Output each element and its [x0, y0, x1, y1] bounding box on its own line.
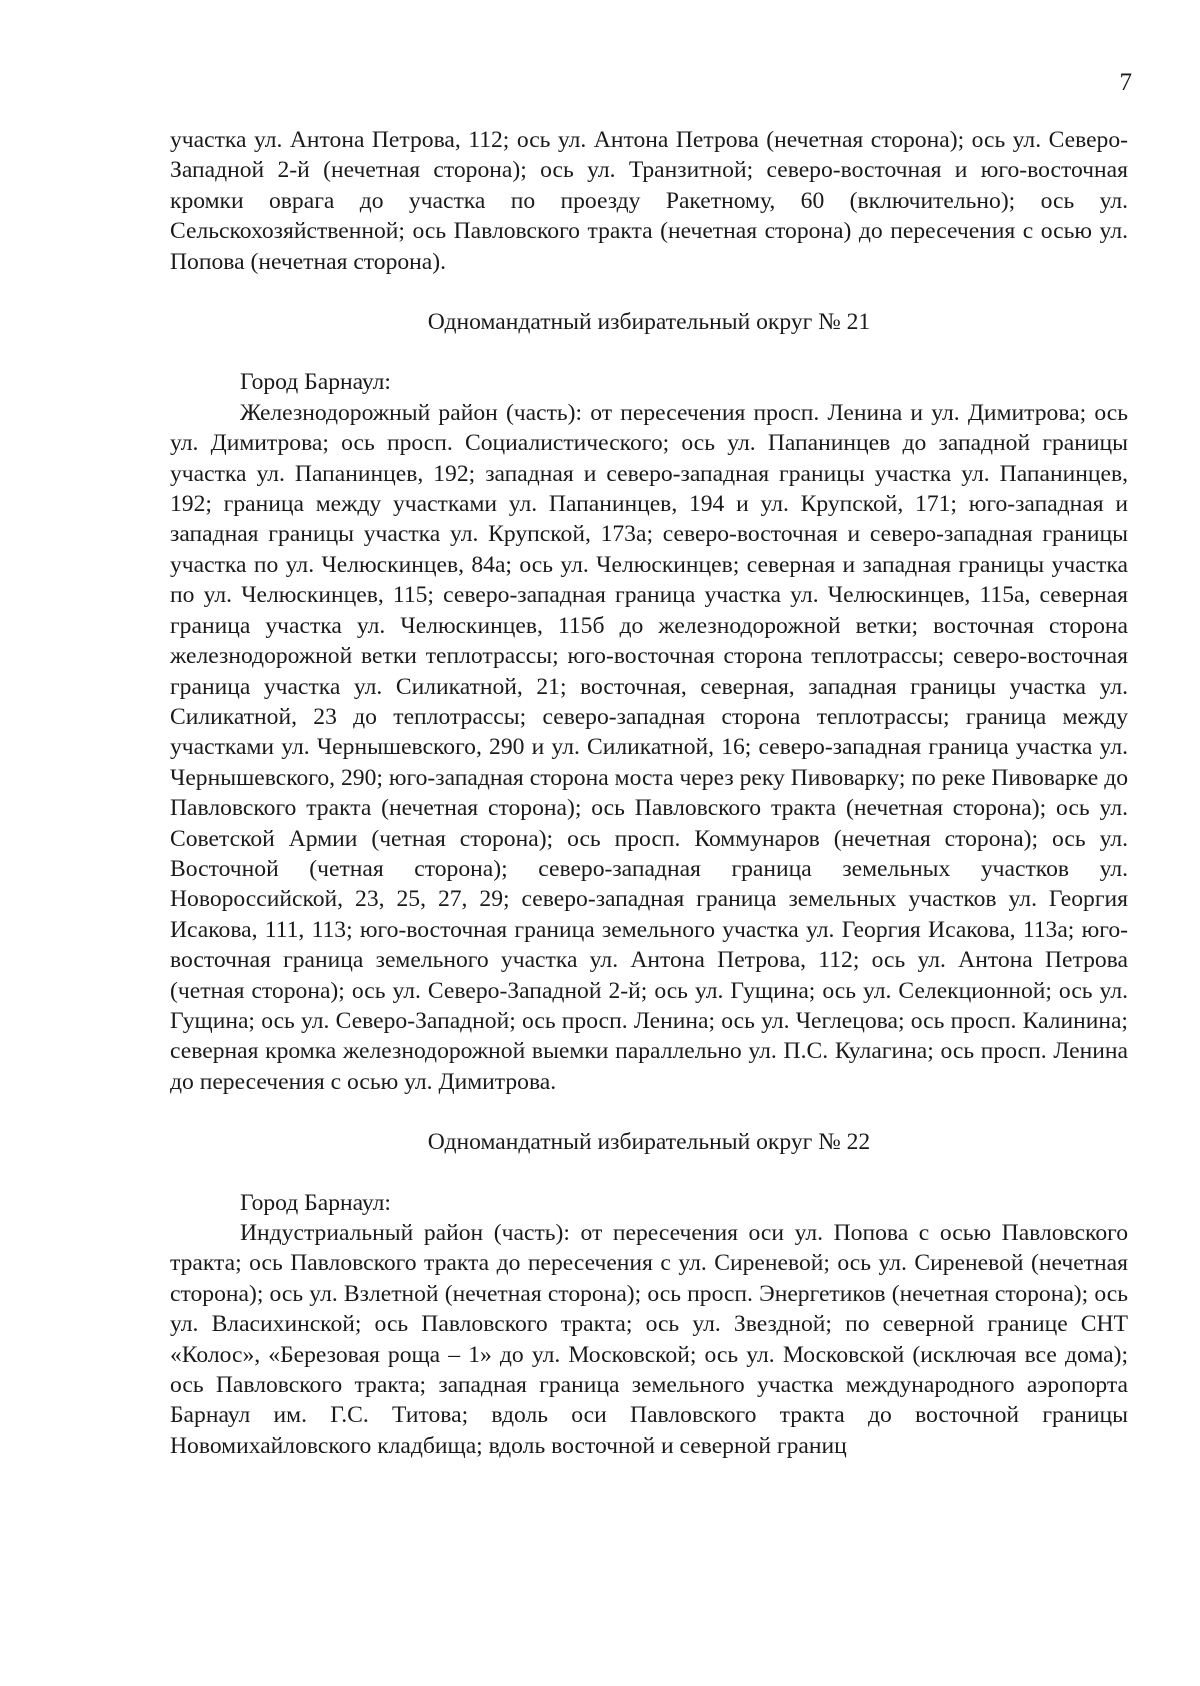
district-21-title: Одномандатный избирательный округ № 21 — [427, 309, 871, 336]
district-22-title: Одномандатный избирательный округ № 22 — [427, 1129, 871, 1156]
document-body — [170, 125, 1128, 1461]
district-21-description: Железнодорожный район (часть): от пересечения просп. Ленина и ул. Димитрова; ось ул. Димитрова; ось просп. Социалистического; ось ул. Папанинцев до западной границы участка ул. Папанинцев, 192; западная и северо-западная границы участка ул. Папанинцев, 192; граница между участками ул. Папанинцев, 194 и ул. Крупской, 171; юго-западная и западная границы участка ул. Крупской, 173а; северо-восточная и северо-западная границы участка по ул. Челюскинцев, 84а; ось ул. Челюскинцев; северная и западная границы участка по ул. Челюскинцев, 115; северо-западная граница участка ул. Челюскинцев, 115а, северная граница участка ул. Челюскинцев, 115б до железнодорожной ветки; восточная сторона железнодорожной ветки теплотрассы; юго-восточная сторона теплотрассы; северо-восточная граница участка ул. Силикатной, 21; восточная, северная, западная границы участка ул. Силикатной, 23 до теплотрассы; северо-западная сторона теплотрассы; граница между участками ул. Чернышевского, 290 и ул. Силикатной, 16; северо-западная граница участка ул. Чернышевского, 290; юго-западная сторона моста через реку Пивоварку; по реке Пивоварке до Павловского тракта (нечетная сторона); ось Павловского тракта (нечетная сторона); ось ул. Советской Армии (четная сторона); ось просп. Коммунаров (нечетная сторона); ось ул. Восточной (четная сторона); северо-западная граница земельных участков ул. Новороссийской, 23, 25, 27, 29; северо-западная граница земельных участков ул. Георгия Исакова, 111, 113; юго-восточная граница земельного участка ул. Георгия Исакова, 113а; юго-восточная граница земельного участка ул. Антона Петрова, 112; ось ул. Антона Петрова (четная сторона); ось ул. Северо-Западной 2-й; ось ул. Гущина; ось ул. Селекционной; ось ул. Гущина; ось ул. Северо-Западной; ось просп. Ленина; ось ул. Чеглецова; ось просп. Калинина; северная кромка железнодорожной выемки параллельно ул. П.С. Кулагина; ось просп. Ленина до пересечения с осью ул. Димитрова. — [170, 399, 1128, 1095]
continuation-paragraph: участка ул. Антона Петрова, 112; ось ул. Антона Петрова (нечетная сторона); ось ул. Северо-Западной 2-й (нечетная сторона); ось ул. Транзитной; северо-восточная и юго-восточная кромки оврага до участка по проезду Ракетному, 60 (включительно); ось ул. Сельскохозяйственной; ось Павловского тракта (нечетная сторона) до пересечения с осью ул. Попова (нечетная сторона). — [170, 127, 1128, 275]
district-21-city: Город Барнаул: — [240, 369, 391, 396]
district-22-description: Индустриальный район (часть): от пересечения оси ул. Попова с осью Павловского тракта; ось Павловского тракта до пересечения с ул. Сиреневой; ось ул. Сиреневой (нечетная сторона); ось ул. Взлетной (нечетная сторона); ось просп. Энергетиков (нечетная сторона); ось ул. Власихинской; ось Павловского тракта; ось ул. Звездной; по северной границе СНТ «Колос», «Березовая роща – 1» до ул. Московской; ось ул. Московской (исключая все дома); ось Павловского тракта; западная граница земельного участка международного аэропорта Барнаул им. Г.С. Титова; вдоль оси Павловского тракта до восточной границы Новомихайловского кладбища; вдоль восточной и северной границ — [170, 1220, 1128, 1459]
district-22-city: Город Барнаул: — [240, 1189, 391, 1216]
page-number: 7 — [1119, 69, 1132, 96]
